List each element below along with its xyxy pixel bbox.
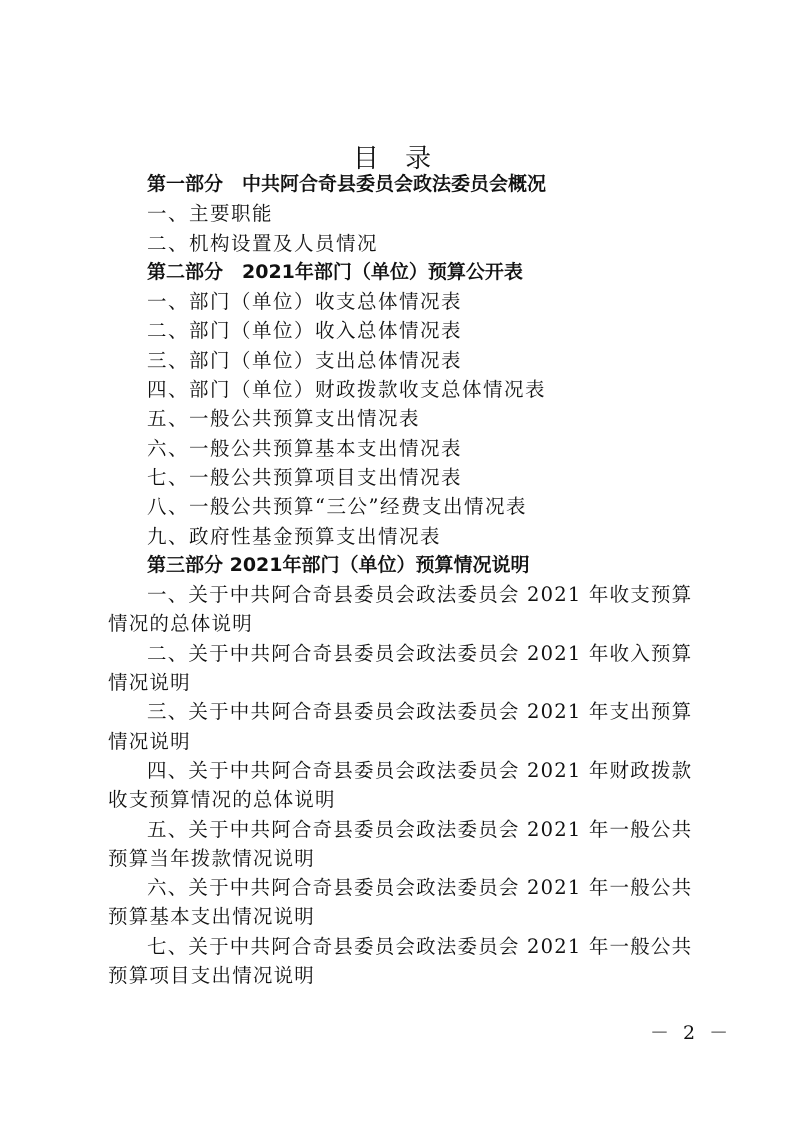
toc-entry bbox=[108, 932, 708, 991]
toc-item: 三、部门（单位）支出总体情况表 bbox=[147, 348, 463, 372]
toc-entry-line2: 预算项目支出情况说明 bbox=[108, 964, 316, 988]
toc-item: 二、机构设置及人员情况 bbox=[147, 231, 379, 255]
toc-item: 六、一般公共预算基本支出情况表 bbox=[147, 436, 463, 460]
toc-entry bbox=[108, 756, 708, 815]
toc-entry-line2: 情况说明 bbox=[108, 671, 191, 695]
toc-entry-line1: 五、关于中共阿合奇县委员会政法委员会 2021 年一般公共 bbox=[147, 817, 693, 841]
toc-entry-line1: 二、关于中共阿合奇县委员会政法委员会 2021 年收入预算 bbox=[147, 641, 693, 665]
toc-entry-line2: 情况的总体说明 bbox=[108, 612, 253, 636]
toc-entry bbox=[108, 873, 708, 932]
toc-item: 二、部门（单位）收入总体情况表 bbox=[147, 319, 463, 343]
toc-item: 九、政府性基金预算支出情况表 bbox=[147, 524, 442, 548]
toc-item: 四、部门（单位）财政拨款收支总体情况表 bbox=[147, 378, 547, 402]
table-of-contents bbox=[108, 170, 708, 990]
toc-item: 一、主要职能 bbox=[147, 202, 274, 226]
part3-heading: 第三部分 2021年部门（单位）预算情况说明 bbox=[147, 553, 530, 576]
toc-entry bbox=[108, 697, 708, 756]
page-number: － 2 － bbox=[650, 1022, 733, 1044]
toc-entry-line2: 收支预算情况的总体说明 bbox=[108, 788, 336, 812]
page-title: 目 录 bbox=[352, 144, 441, 174]
toc-entry-line1: 一、关于中共阿合奇县委员会政法委员会 2021 年收支预算 bbox=[147, 583, 693, 607]
toc-item: 一、部门（单位）收支总体情况表 bbox=[147, 290, 463, 314]
toc-entry-line2: 情况说明 bbox=[108, 729, 191, 753]
toc-entry bbox=[108, 580, 708, 639]
toc-item: 八、一般公共预算“三公”经费支出情况表 bbox=[147, 495, 527, 519]
toc-entry-line1: 四、关于中共阿合奇县委员会政法委员会 2021 年财政拨款 bbox=[147, 758, 693, 782]
toc-entry bbox=[108, 815, 708, 874]
part2-heading: 第二部分 2021年部门（单位）预算公开表 bbox=[147, 260, 523, 283]
part1-heading: 第一部分 中共阿合奇县委员会政法委员会概况 bbox=[147, 173, 547, 195]
toc-entry-line2: 预算当年拨款情况说明 bbox=[108, 846, 316, 870]
toc-entry-line1: 六、关于中共阿合奇县委员会政法委员会 2021 年一般公共 bbox=[147, 876, 693, 900]
toc-entry-line1: 七、关于中共阿合奇县委员会政法委员会 2021 年一般公共 bbox=[147, 934, 693, 958]
toc-item: 七、一般公共预算项目支出情况表 bbox=[147, 465, 463, 489]
toc-entry-line1: 三、关于中共阿合奇县委员会政法委员会 2021 年支出预算 bbox=[147, 700, 693, 724]
toc-entry-line2: 预算基本支出情况说明 bbox=[108, 905, 316, 929]
toc-item: 五、一般公共预算支出情况表 bbox=[147, 407, 421, 431]
toc-entry bbox=[108, 639, 708, 698]
